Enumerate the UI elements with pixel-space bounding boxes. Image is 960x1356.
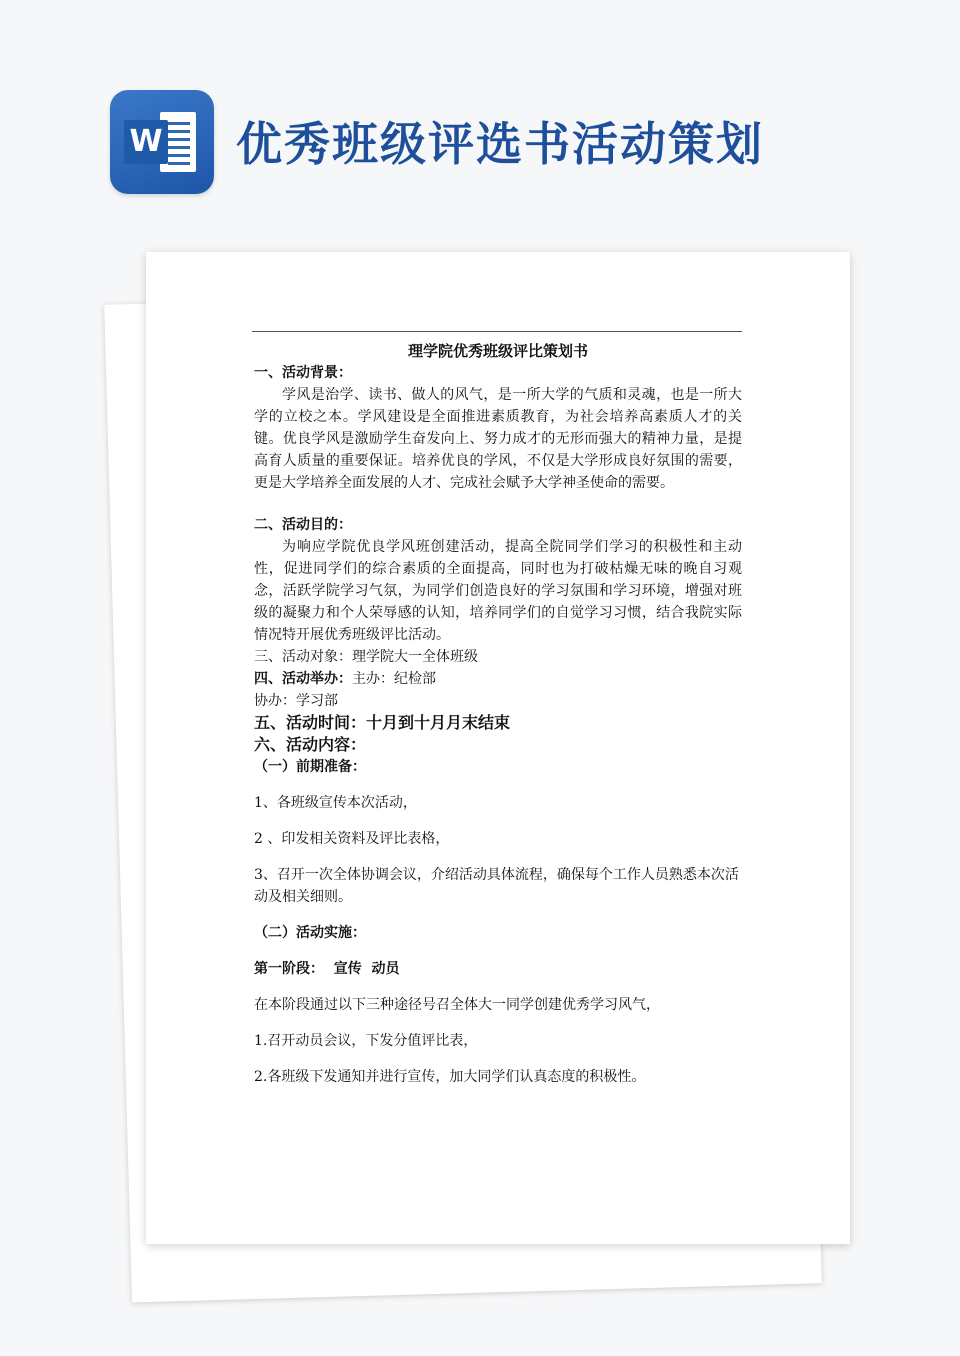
- phase1-item-1: 1.召开动员会议，下发分值评比表，: [254, 1033, 478, 1049]
- organizer-co: 协办：学习部: [254, 693, 338, 709]
- section-target-text: 三、活动对象：理学院大一全体班级: [254, 649, 478, 665]
- document-page: [146, 252, 850, 1244]
- impl-heading: （二）活动实施：: [254, 925, 366, 941]
- phase1-item-2: 2.各班级下发通知并进行宣传，加大同学们认真态度的积极性。: [254, 1069, 646, 1085]
- section-organizer: [254, 668, 742, 690]
- phase1-heading: 第一阶段： 宣传 动员: [254, 961, 400, 977]
- section-purpose-body: 为响应学院优良学风班创建活动，提高全院同学们学习的积极性和主动性，促进同学们的综合素质的全面提高，同时也为打破枯燥无味的晚自习观念，活跃学院学习气氛，为同学们创造良好的学习氛围和学习环境，增强对班级的凝聚力和个人荣辱感的认知，培养同学们的自觉学习习惯，结合我院实际情况特开展优秀班级评比活动。: [254, 539, 742, 643]
- document-body: [254, 340, 742, 1088]
- section-organizer-heading: 四、活动举办：: [254, 671, 352, 687]
- organizer-host: 主办：纪检部: [352, 671, 436, 687]
- section-time: 五、活动时间：十月到十月月末结束: [254, 713, 511, 732]
- section-content-heading: 六、活动内容：: [254, 735, 367, 754]
- section-background-body: 学风是治学、读书、做人的风气，是一所大学的气质和灵魂，也是一所大学的立校之本。学风建设是全面推进素质教育，为社会培养高素质人才的关键。优良学风是激励学生奋发向上、努力成才的无形而强大的精神力量，是提高育人质量的重要保证。培养优良的学风，不仅是大学形成良好氛围的需要，更是大学培养全面发展的人才、完成社会赋予大学神圣使命的需要。: [254, 387, 742, 491]
- section-target: [254, 646, 742, 668]
- prep-item-2: 2 、印发相关资料及评比表格，: [254, 831, 450, 847]
- word-letter-icon: W: [124, 120, 168, 164]
- word-app-logo: [110, 90, 214, 194]
- prep-heading: （一）前期准备：: [254, 759, 366, 775]
- document-title: 理学院优秀班级评比策划书: [407, 342, 588, 360]
- page-title: 优秀班级评选书活动策划: [236, 117, 764, 171]
- section-background-heading: 一、活动背景：: [254, 365, 352, 381]
- phase1-intro: 在本阶段通过以下三种途径号召全体大一同学创建优秀学习风气，: [254, 997, 660, 1013]
- prep-item-1: 1、各班级宣传本次活动，: [254, 795, 417, 811]
- prep-item-3: 3、召开一次全体协调会议，介绍活动具体流程，确保每个工作人员熟悉本次活动及相关细则。: [254, 867, 739, 905]
- section-purpose-heading: 二、活动目的：: [254, 517, 352, 533]
- header-rule: [252, 331, 742, 332]
